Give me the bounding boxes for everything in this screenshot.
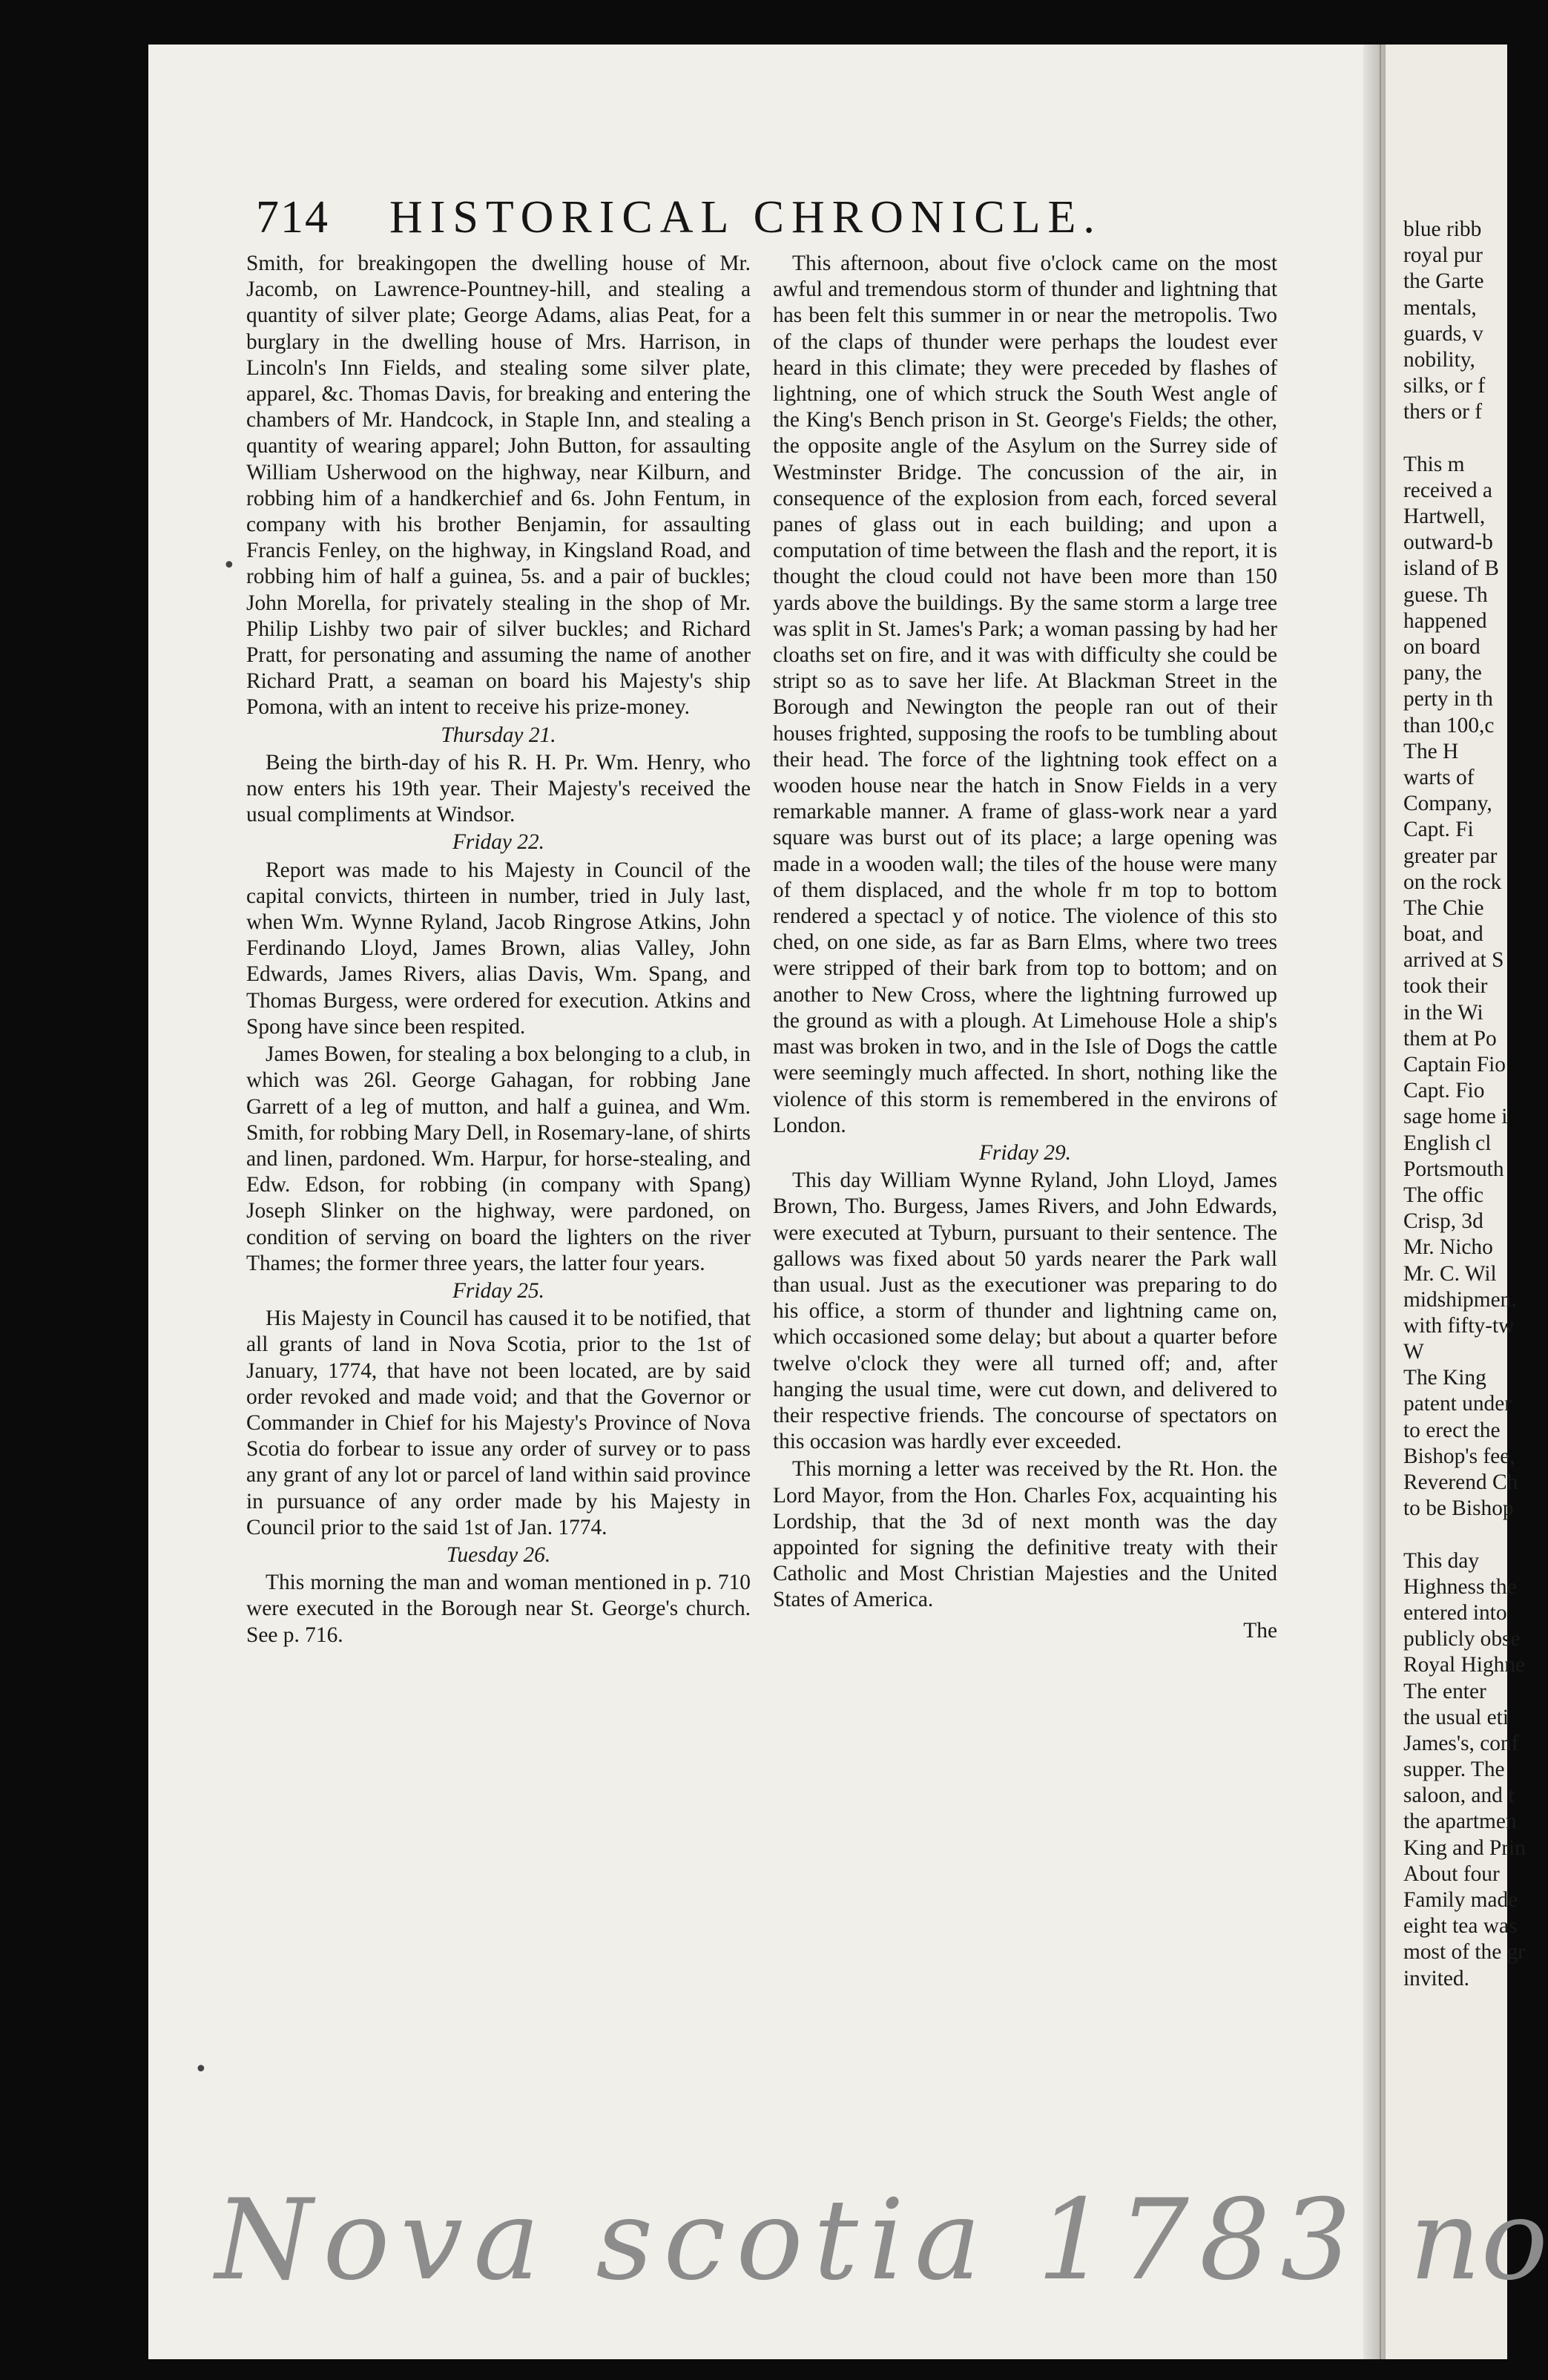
side-line: Portsmouth — [1403, 1157, 1504, 1181]
side-line: Royal Highne — [1403, 1653, 1526, 1677]
side-line: blue ribb — [1403, 217, 1482, 241]
side-line: The enter — [1403, 1679, 1486, 1703]
side-line: the Garte — [1403, 269, 1484, 294]
side-line: in the Wi — [1403, 1000, 1483, 1025]
side-line: Hartwell, — [1403, 504, 1486, 529]
side-line: Capt. Fi — [1403, 818, 1474, 842]
side-line: mentals, — [1403, 295, 1477, 320]
paragraph: This day William Wynne Ryland, John Lloyd, James Brown, Tho. Burgess, James Rivers, and John Edwards, were executed at Tyburn, pursuant to their sentence. The gallows was fixed about 50 yards nearer the Park wall than usual. Just as the executioner was preparing to do his office, a storm of thunder and lightning came on, which occasioned some delay; but about a quarter before twelve o'clock they were all turned off; and, after hanging the usual time, were cut down, and delivered to their respective friends. The concourse of spectators on this occasion was hardly ever exceeded. — [773, 1168, 1277, 1454]
side-line: The Chie — [1403, 895, 1484, 920]
side-line: received a — [1403, 478, 1492, 502]
margin-mark: • — [194, 2057, 208, 2082]
catchword: The — [1243, 1618, 1277, 1643]
paragraph: This morning the man and woman mentioned in p. 710 were executed in the Borough near St. George's church. See p. 716. — [246, 1571, 751, 1647]
side-line: Bishop's fee, — [1403, 1444, 1515, 1468]
running-head — [256, 191, 1161, 251]
side-line: Capt. Fio — [1403, 1079, 1485, 1103]
side-line: guese. Th — [1403, 582, 1488, 607]
side-line: Crisp, 3d — [1403, 1209, 1483, 1234]
dateline: Tuesday 26. — [446, 1542, 551, 1567]
side-line: thers or f — [1403, 400, 1483, 424]
right-column — [773, 251, 1277, 1644]
side-line: entered into — [1403, 1600, 1507, 1625]
side-line: Family made — [1403, 1888, 1518, 1912]
side-line: saloon, and t — [1403, 1784, 1515, 1808]
side-line: This m — [1403, 452, 1465, 476]
side-line: royal pur — [1403, 243, 1483, 268]
side-line — [1403, 1522, 1507, 1548]
next-page-text-fragment — [1403, 217, 1526, 1992]
side-line: patent under — [1403, 1392, 1512, 1416]
side-line — [1403, 426, 1507, 452]
dateline: Friday 29. — [978, 1140, 1072, 1165]
paragraph: This morning a letter was received by the Rt. Hon. the Lord Mayor, from the Hon. Charles Fox, acquainting his Lordship, that the 3d of next month was the day appointed for signing the definitive treaty with their Catholic and Most Christian Majesties and the United States of America. — [773, 1457, 1277, 1612]
dateline: Friday 25. — [452, 1278, 545, 1303]
side-line: eight tea was — [1403, 1914, 1518, 1939]
side-line: Mr. C. Wil — [1403, 1261, 1497, 1286]
side-line: The King — [1403, 1366, 1486, 1390]
side-line: publicly obse — [1403, 1627, 1521, 1651]
side-line: boat, and — [1403, 922, 1483, 947]
side-line: on board — [1403, 635, 1481, 659]
book-gutter — [1363, 45, 1386, 2359]
side-line: warts of — [1403, 765, 1475, 789]
dateline: Friday 22. — [452, 830, 545, 855]
side-line: midshipmen. — [1403, 1287, 1517, 1312]
side-line: Mr. Nicho — [1403, 1235, 1493, 1260]
side-line: the apartmen — [1403, 1809, 1517, 1834]
side-line: James's, conf — [1403, 1731, 1519, 1755]
side-line: happened — [1403, 608, 1487, 633]
paragraph: Being the birth-day of his R. H. Pr. Wm. Henry, who now enters his 19th year. Their Majesty's received the usual compliments at Windsor. — [246, 750, 751, 827]
left-column — [246, 251, 751, 1648]
side-line: them at Po — [1403, 1026, 1497, 1051]
side-line: Captain Fio — [1403, 1053, 1506, 1076]
side-line: took their — [1403, 974, 1488, 999]
dateline: Thursday 21. — [441, 723, 556, 747]
side-line: than 100,c — [1403, 713, 1495, 737]
side-line: This day — [1403, 1548, 1480, 1573]
handwritten-annotation-fragment: no — [1409, 2176, 1548, 2305]
side-line: Reverend Ch — [1403, 1470, 1518, 1494]
side-line: The offic — [1403, 1183, 1483, 1207]
side-line: silks, or f — [1403, 374, 1486, 398]
margin-mark: • — [223, 553, 236, 579]
side-line: to be Bishop — [1403, 1496, 1514, 1521]
page-number: 714 — [256, 192, 329, 243]
paragraph: His Majesty in Council has caused it to be notified, that all grants of land in Nova Scotia, prior to the 1st of January, 1774, that have not been located, are by said order revoked and made void; and that the Governor or Commander in Chief for his Majesty's Province of Nova Scotia do forbear to issue any order of survey or to pass any grant of any lot or parcel of land within said province in pursuance of any order made by his Majesty in Council prior to the said 1st of Jan. 1774. — [246, 1306, 751, 1539]
side-line: the usual eti — [1403, 1705, 1509, 1729]
side-line: with fifty-tw — [1403, 1313, 1515, 1338]
paragraph: Report was made to his Majesty in Council of the capital convicts, thirteen in number, tried in July last, when Wm. Wynne Ryland, Jacob Ringrose Atkins, John Ferdinando Lloyd, James Brown, alias Valley, John Edwards, James Rivers, alias Davis, Wm. Spang, and Thomas Burgess, were ordered for execution. Atkins and Spong have since been respited. — [246, 858, 751, 1039]
side-line: arrived at S — [1403, 948, 1504, 973]
side-line: sage home i — [1403, 1105, 1508, 1129]
side-line: supper. The — [1403, 1758, 1505, 1782]
side-line: island of B — [1403, 556, 1499, 581]
side-line: Highness the — [1403, 1574, 1517, 1599]
paragraph: This afternoon, about five o'clock came on the most awful and tremendous storm of thunder and lightning that has been felt this summer in or near the metropolis. Two of the claps of thunder were perhaps the loudest ever heard in this climate; they were preceded by flashes of lightning, one of which struck the South West angle of the King's Bench prison in St. George's Fields; the other, the opposite angle of the Asylum on the Surrey side of Westminster Bridge. The concussion of the air, in consequence of the explosion from each, forced several panes of glass out in each building; and upon a computation of time between the flash and the report, it is thought the cloud could not have been more than 150 yards above the buildings. By the same storm a large tree was split in St. James's Park; a woman passing by had her cloaths set on fire, and it was with difficulty she could be stript so as to save her life. At Blackman Street in the Borough and Newington the people ran out of their houses frighted, supposing the roofs to be tumbling about their head. The force of the lightning took effect on a wooden house near the hatch in Snow Fields in a very remarkable manner. A frame of glass-work near a yard square was burst out of its place; a large opening was made in a wooden wall; the tiles of the house were many of them displaced, and the whole fr m top to bottom rendered a spectacl y of notice. The violence of this sto ched, on one side, as far as Barn Elms, where two trees were stripped of their bark from top to bottom; and on another to New Cross, where the lightning furrowed up the ground as with a plough. At Limehouse Hole a ship's mast was broken in two, and in the Isle of Dogs the cattle were seemingly much affected. In short, nothing like the violence of this storm is remembered in the environs of London. — [773, 252, 1277, 1137]
side-line: nobility, — [1403, 347, 1475, 372]
side-line: most of the gr — [1403, 1940, 1526, 1965]
side-line: The H — [1403, 739, 1459, 763]
side-line: English cl — [1403, 1131, 1492, 1155]
paragraph: Smith, for breakingopen the dwelling house of Mr. Jacomb, on Lawrence-Pountney-hill, and stealing a quantity of silver plate; George Adams, alias Peat, for a burglary in the dwelling house of Mrs. Harrison, in Lincoln's Inn Fields, and stealing some silver plate, apparel, &c. Thomas Davis, for breaking and entering the chambers of Mr. Handcock, in Staple Inn, and stealing a quantity of wearing apparel; John Button, for assaulting William Usherwood on the highway, near Kilburn, and robbing him of a handkerchief and 6s. John Fentum, in company with his brother Benjamin, for assaulting Francis Fenley, on the highway, in Kingsland Road, and robbing him of half a guinea, 5s. and a pair of buckles; John Morella, for privately stealing in the shop of Mr. Philip Lishby two pair of silver buckles; and Richard Pratt, for personating and assuming the name of another Richard Pratt, a seaman on board his Majesty's ship Pomona, with an intent to receive his prize-money. — [246, 252, 751, 720]
side-line: to erect the — [1403, 1418, 1501, 1442]
side-line: greater par — [1403, 844, 1498, 868]
side-line: King and Prin — [1403, 1835, 1526, 1860]
handwritten-annotation: Nova scotia 1783 — [215, 2176, 1362, 2305]
side-line: on the rock — [1403, 870, 1502, 894]
paragraph: James Bowen, for stealing a box belonging to a club, in which was 26l. George Gahagan, for robbing Jane Garrett of a leg of mutton, and half a guinea, and Wm. Smith, for robbing Mary Dell, in Rosemary-lane, of shirts and linen, pardoned. Wm. Harpur, for horse-stealing, and Edw. Edson, for robbing (in company with Spang) Joseph Slinker on the highway, were pardoned, on condition of serving on board the lighters on the river Thames; the former three years, the latter four years. — [246, 1042, 751, 1275]
side-line: Company, — [1403, 792, 1492, 816]
side-line: About four — [1403, 1861, 1500, 1886]
side-line: W — [1403, 1340, 1424, 1364]
side-line: pany, the — [1403, 661, 1482, 686]
side-line: outward-b — [1403, 530, 1493, 555]
side-line: perty in th — [1403, 687, 1493, 711]
side-line: guards, v — [1403, 321, 1483, 346]
side-line: invited. — [1403, 1966, 1469, 1991]
running-head-title: HISTORICAL CHRONICLE. — [389, 192, 1102, 243]
